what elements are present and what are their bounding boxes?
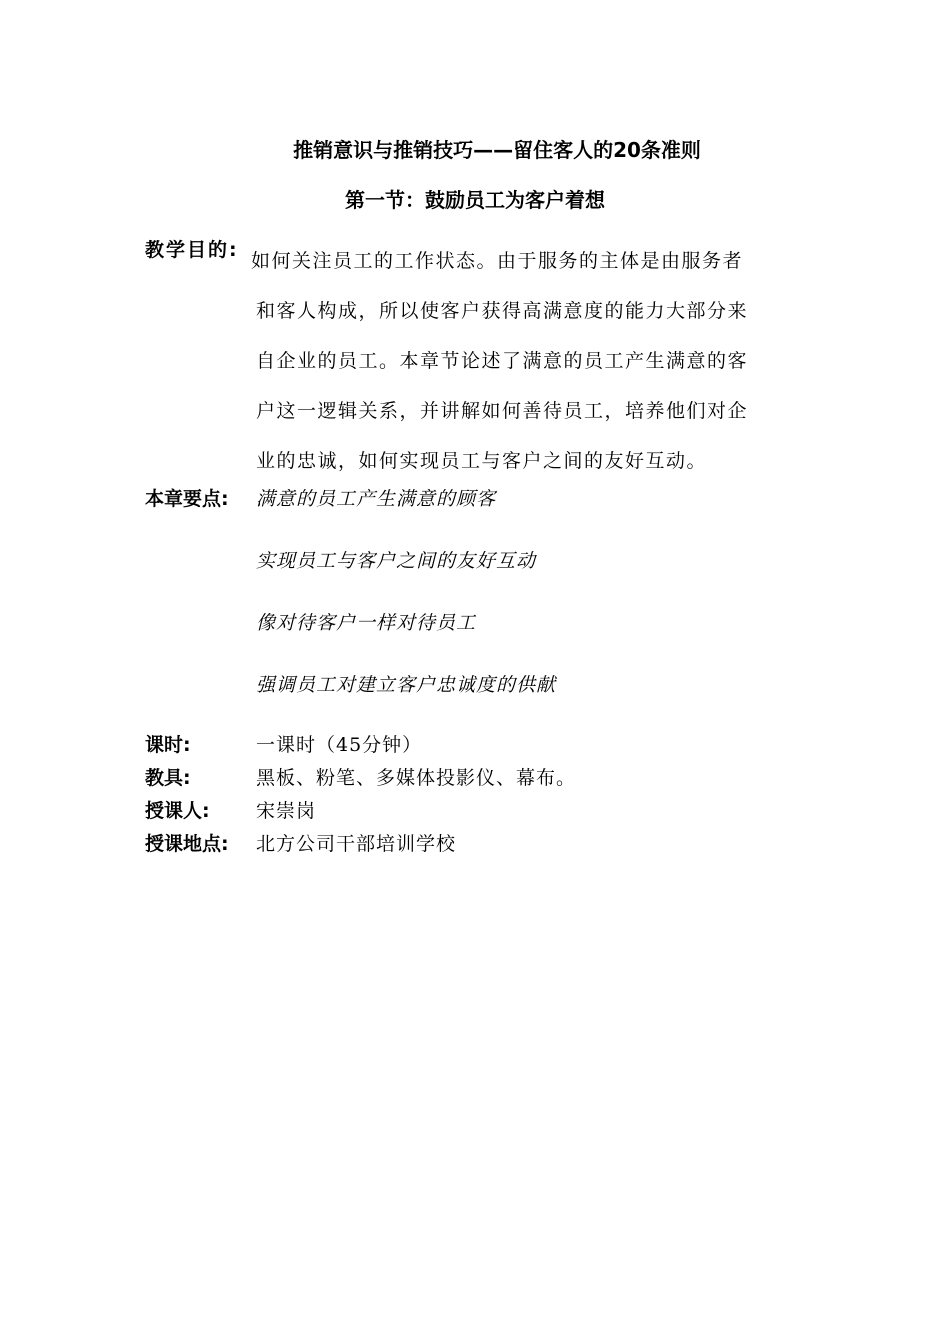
location-label: 授课地点:	[145, 833, 229, 855]
objective-line: 如何关注员工的工作状态。由于服务的主体是由服务者	[251, 250, 744, 272]
lecturer-value: 宋崇岗	[256, 800, 317, 822]
key-points-label: 本章要点:	[145, 488, 229, 510]
location-value: 北方公司干部培训学校	[256, 833, 457, 855]
key-point-item: 满意的员工产生满意的顾客	[256, 488, 497, 510]
tools-label: 教具:	[145, 767, 191, 789]
section-title: 第一节：鼓励员工为客户着想	[345, 188, 605, 212]
lecturer-label: 授课人:	[145, 800, 210, 822]
objective-line: 和客人构成，所以使客户获得高满意度的能力大部分来	[256, 300, 749, 322]
duration-label: 课时:	[145, 734, 191, 756]
key-point-item: 实现员工与客户之间的友好互动	[256, 550, 537, 572]
key-point-item: 强调员工对建立客户忠诚度的供献	[256, 674, 557, 696]
document-title: 推销意识与推销技巧——留住客人的20条准则	[293, 138, 701, 162]
objective-line: 户这一逻辑关系，并讲解如何善待员工，培养他们对企	[256, 400, 749, 422]
objective-label: 教学目的:	[145, 239, 239, 261]
objective-line: 业的忠诚，如何实现员工与客户之间的友好互动。	[256, 450, 708, 472]
duration-value: 一课时（45分钟）	[256, 734, 423, 756]
tools-value: 黑板、粉笔、多媒体投影仪、幕布。	[256, 767, 577, 789]
objective-line: 自企业的员工。本章节论述了满意的员工产生满意的客	[256, 350, 749, 372]
objective-text	[251, 236, 816, 486]
key-point-item: 像对待客户一样对待员工	[256, 612, 477, 634]
